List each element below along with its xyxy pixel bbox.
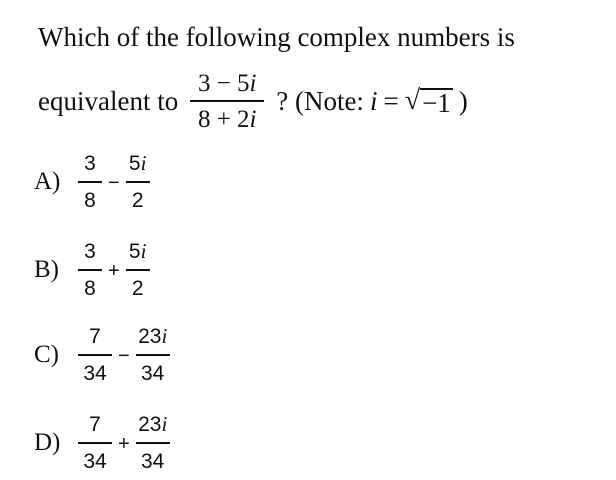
fraction-denominator: 34 [141,449,165,473]
radicand: −1 [422,87,451,118]
question-fraction [190,71,264,132]
fraction-numerator: 7 [89,325,101,349]
question-text-line-1: Which of the following complex numbers is [38,22,515,52]
fraction-denominator: 8 [84,188,96,212]
numerator-coefficient: 23 [138,413,162,437]
numerator-coefficient: 5 [128,152,141,176]
fraction-bar [126,269,150,271]
numerator-coefficient: 23 [138,325,162,349]
fraction-bar [78,354,112,356]
choice-fraction-1 [78,153,102,211]
imaginary-unit-note [276,86,468,117]
fraction-bar [78,269,102,271]
choice-d[interactable] [34,408,170,478]
operator: + [108,259,120,282]
denominator-text: 8 + 2 [197,105,250,133]
choice-a[interactable] [34,147,150,217]
choice-c[interactable] [34,320,170,390]
choice-fraction-1 [78,414,112,472]
imaginary-unit: i [161,412,168,437]
fraction-numerator [136,414,169,435]
choice-fraction-1 [78,326,112,384]
choice-label: A) [34,168,61,195]
choice-label: C) [34,341,59,368]
fraction-numerator: 3 [84,152,96,176]
imaginary-unit: i [140,239,147,264]
question-prefix: equivalent to [38,85,179,116]
choice-label: D) [34,429,61,456]
imaginary-unit: i [140,151,147,176]
fraction-denominator: 2 [131,188,144,212]
fraction-denominator: 34 [83,449,107,473]
question-fraction-denominator [196,107,259,132]
choice-fraction-2 [126,153,150,211]
fraction-numerator: 7 [89,413,101,437]
note-equals: = [383,85,399,116]
choice-b[interactable] [34,235,150,305]
choice-fraction-2 [136,414,170,472]
imaginary-unit: i [161,324,168,349]
operator: − [118,344,130,367]
choice-fraction-2 [136,326,170,384]
choice-fraction-2 [126,241,150,299]
fraction-denominator: 34 [83,361,107,385]
fraction-bar [126,181,150,183]
square-root [405,86,453,117]
note-variable: i [369,85,378,116]
fraction-numerator [136,326,169,347]
question-text-line-2 [38,66,468,136]
choice-label: B) [34,256,59,283]
fraction-numerator: 3 [84,240,96,264]
radical-sign-icon: √ [404,85,421,116]
fraction-bar [78,442,112,444]
fraction-denominator: 8 [84,276,96,300]
imaginary-unit: i [249,105,257,133]
choice-fraction-1 [78,241,102,299]
note-suffix: ) [458,85,468,116]
question-fraction-numerator [196,71,259,96]
fraction-bar [136,354,170,356]
operator: + [118,432,130,455]
fraction-bar [190,100,264,102]
imaginary-unit: i [249,69,257,97]
fraction-numerator [127,241,149,262]
fraction-denominator: 34 [141,361,165,385]
numerator-coefficient: 5 [128,240,141,264]
fraction-bar [78,181,102,183]
fraction-denominator: 2 [131,276,144,300]
numerator-text: 3 − 5 [197,69,250,97]
fraction-bar [136,442,170,444]
operator: − [108,171,120,194]
note-prefix: ? (Note: [276,85,364,116]
fraction-numerator [127,153,149,174]
